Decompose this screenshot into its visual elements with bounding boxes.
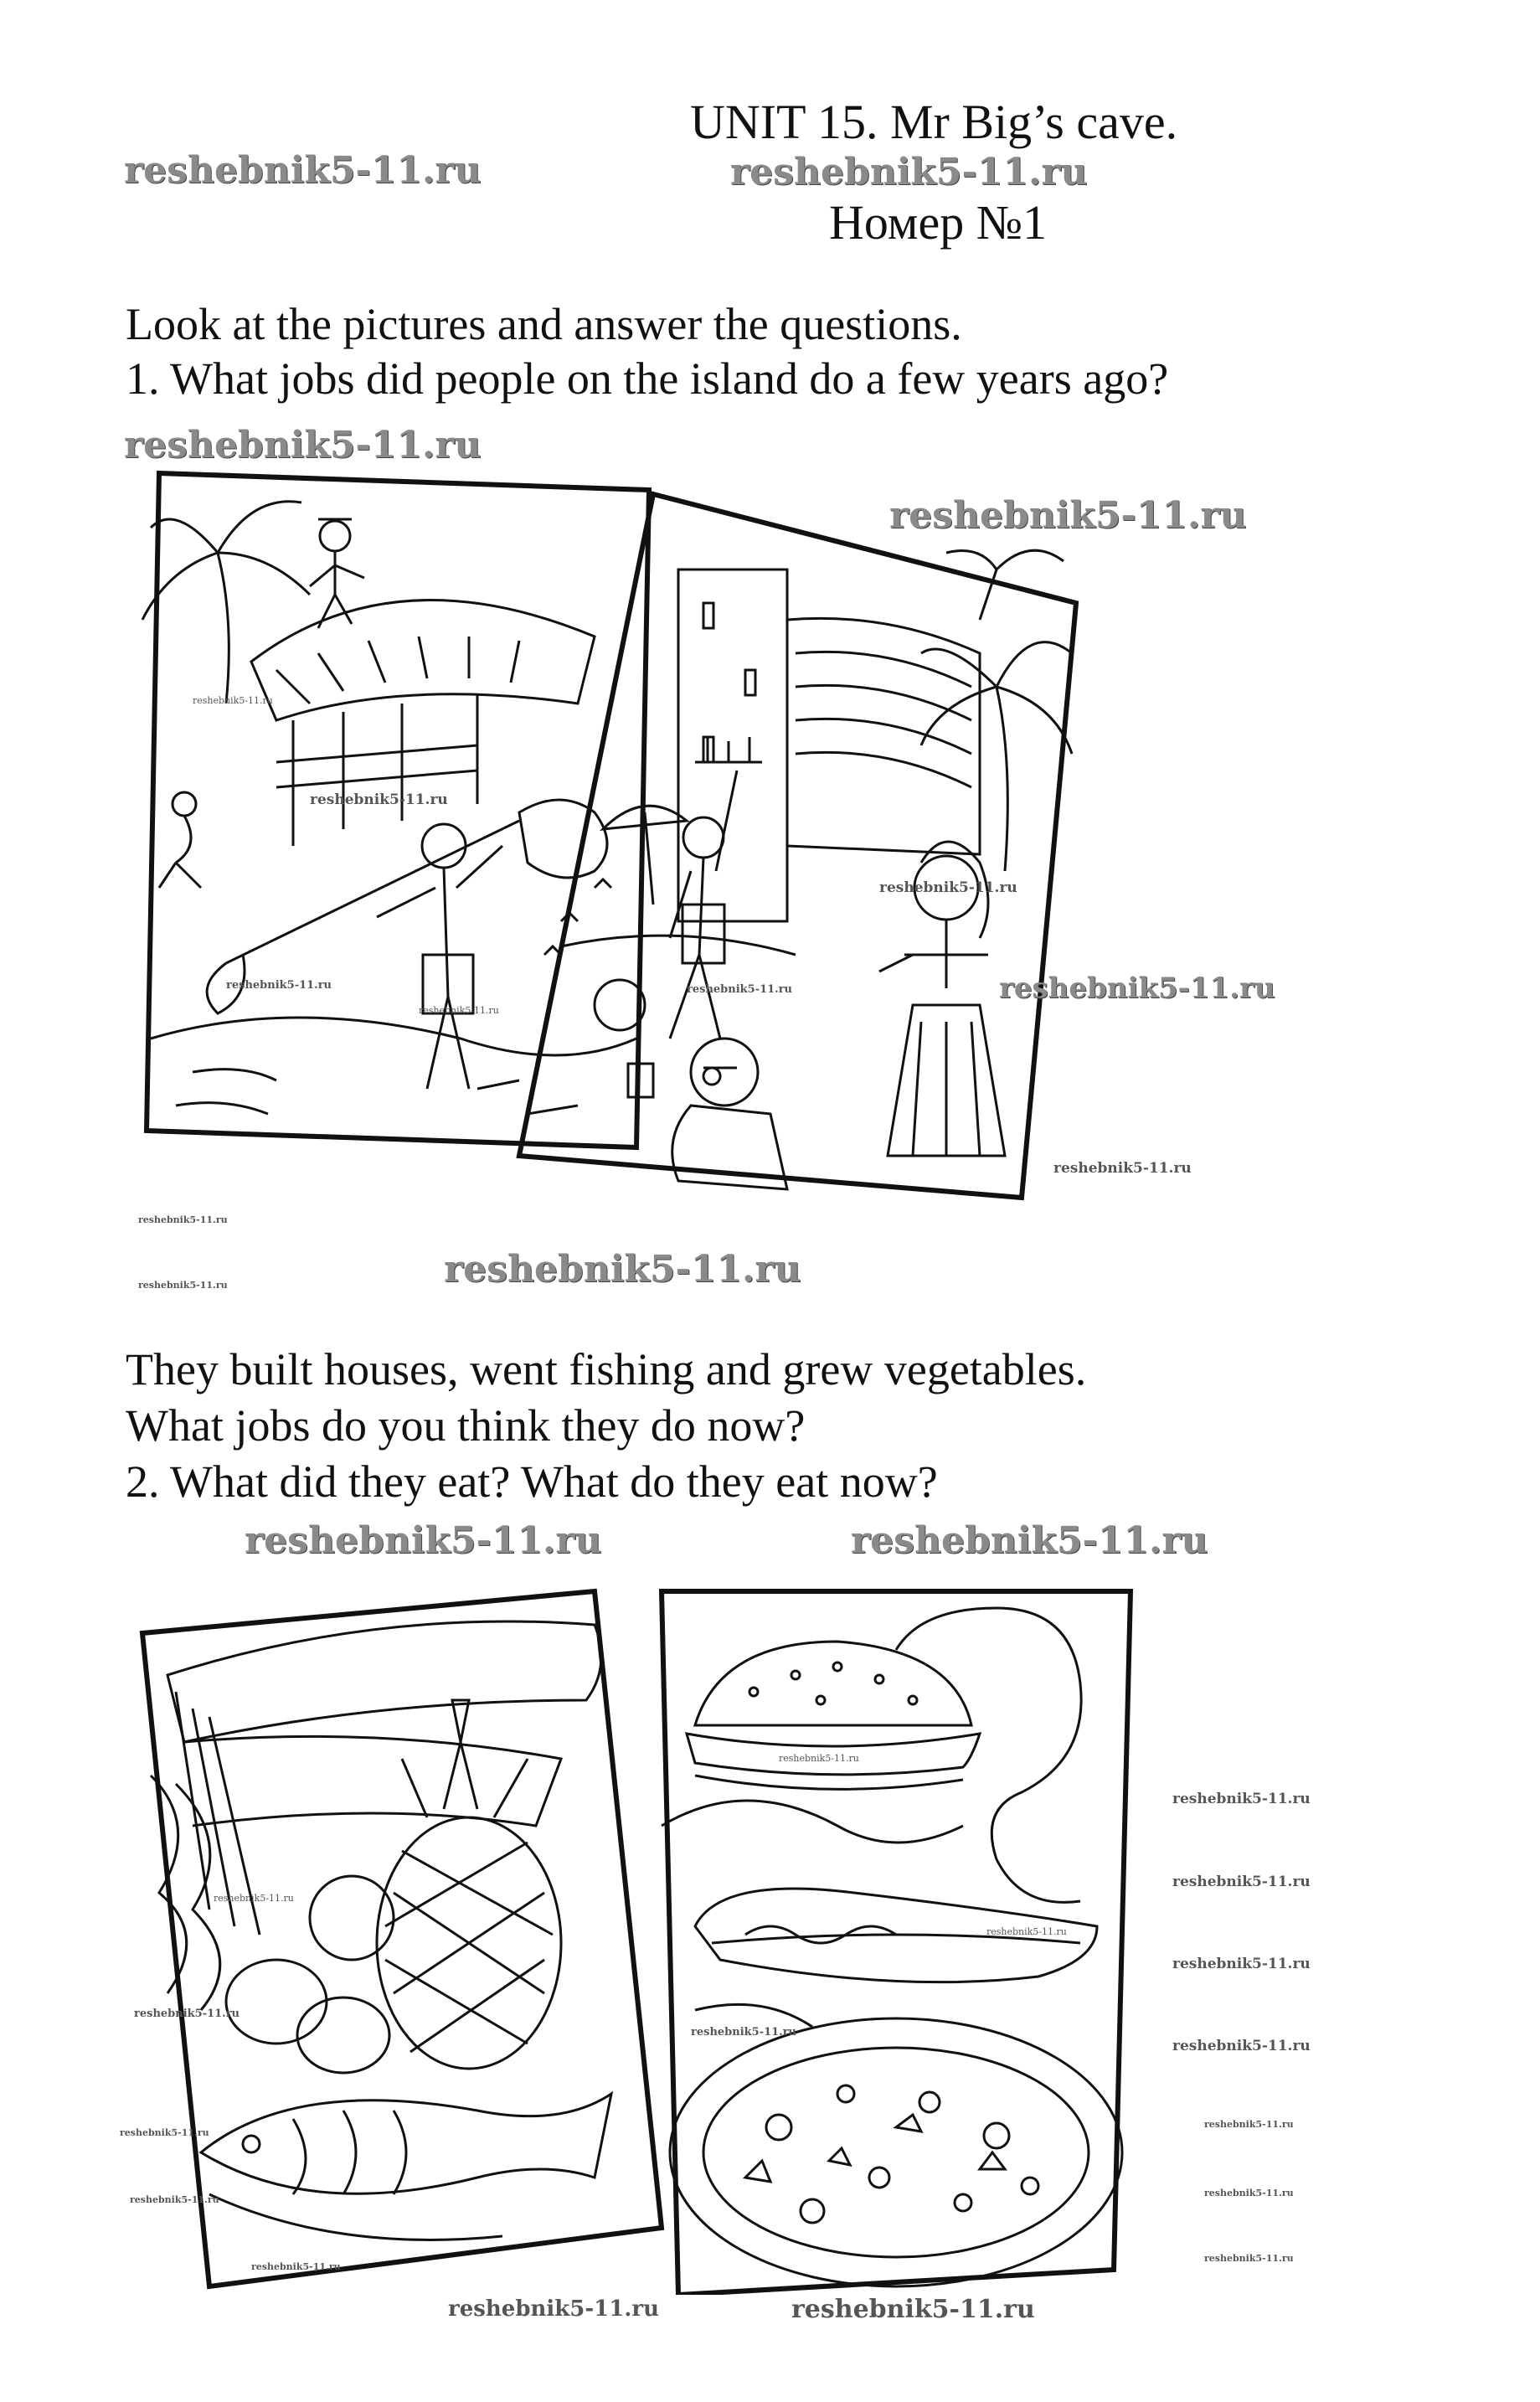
watermark: reshebnik5-11.ru <box>226 979 332 992</box>
watermark: reshebnik5-11.ru <box>1172 1874 1311 1890</box>
watermark: reshebnik5-11.ru <box>1053 1160 1192 1177</box>
watermark: reshebnik5-11.ru <box>214 1893 294 1904</box>
watermark: reshebnik5-11.ru <box>1172 2038 1311 2054</box>
watermark: reshebnik5-11.ru <box>138 1280 228 1291</box>
watermark: reshebnik5-11.ru <box>245 1519 602 1562</box>
watermark: reshebnik5-11.ru <box>1172 1791 1311 1807</box>
answer-1: They built houses, went fishing and grew vegetables. <box>126 1344 1087 1394</box>
watermark: reshebnik5-11.ru <box>138 1214 228 1225</box>
watermark: reshebnik5-11.ru <box>130 2194 219 2205</box>
watermark: reshebnik5-11.ru <box>120 2127 209 2138</box>
instruction-text: Look at the pictures and answer the questions. <box>126 299 962 349</box>
watermark: reshebnik5-11.ru <box>779 1753 859 1764</box>
watermark: reshebnik5-11.ru <box>791 2295 1035 2324</box>
watermark: reshebnik5-11.ru <box>1204 2119 1294 2130</box>
watermark: reshebnik5-11.ru <box>730 151 1088 193</box>
watermark: reshebnik5-11.ru <box>986 1926 1067 1937</box>
watermark: reshebnik5-11.ru <box>889 494 1247 537</box>
watermark: reshebnik5-11.ru <box>124 424 482 466</box>
watermark: reshebnik5-11.ru <box>251 2261 341 2272</box>
watermark: reshebnik5-11.ru <box>444 1248 801 1291</box>
watermark: reshebnik5-11.ru <box>851 1519 1208 1562</box>
watermark: reshebnik5-11.ru <box>999 972 1275 1005</box>
watermark: reshebnik5-11.ru <box>310 791 448 808</box>
watermark: reshebnik5-11.ru <box>124 149 482 192</box>
present-food-drawing <box>645 1575 1164 2295</box>
watermark: reshebnik5-11.ru <box>687 983 793 996</box>
watermark: reshebnik5-11.ru <box>1204 2253 1294 2264</box>
question-1: 1. What jobs did people on the island do a few years ago? <box>126 353 1169 404</box>
watermark: reshebnik5-11.ru <box>448 2296 660 2322</box>
watermark: reshebnik5-11.ru <box>1204 2188 1294 2198</box>
follow-up-question: What jobs do you think they do now? <box>126 1400 806 1451</box>
watermark: reshebnik5-11.ru <box>193 695 273 706</box>
watermark: reshebnik5-11.ru <box>419 1005 499 1016</box>
watermark: reshebnik5-11.ru <box>1172 1956 1311 1972</box>
question-2: 2. What did they eat? What do they eat now? <box>126 1456 938 1507</box>
watermark: reshebnik5-11.ru <box>879 879 1017 896</box>
watermark: reshebnik5-11.ru <box>134 2008 240 2020</box>
unit-title: UNIT 15. Mr Big’s cave. <box>690 95 1178 149</box>
island-present-jobs-drawing <box>511 486 1097 1206</box>
watermark: reshebnik5-11.ru <box>691 2026 797 2039</box>
exercise-number: Номер №1 <box>829 195 1048 250</box>
